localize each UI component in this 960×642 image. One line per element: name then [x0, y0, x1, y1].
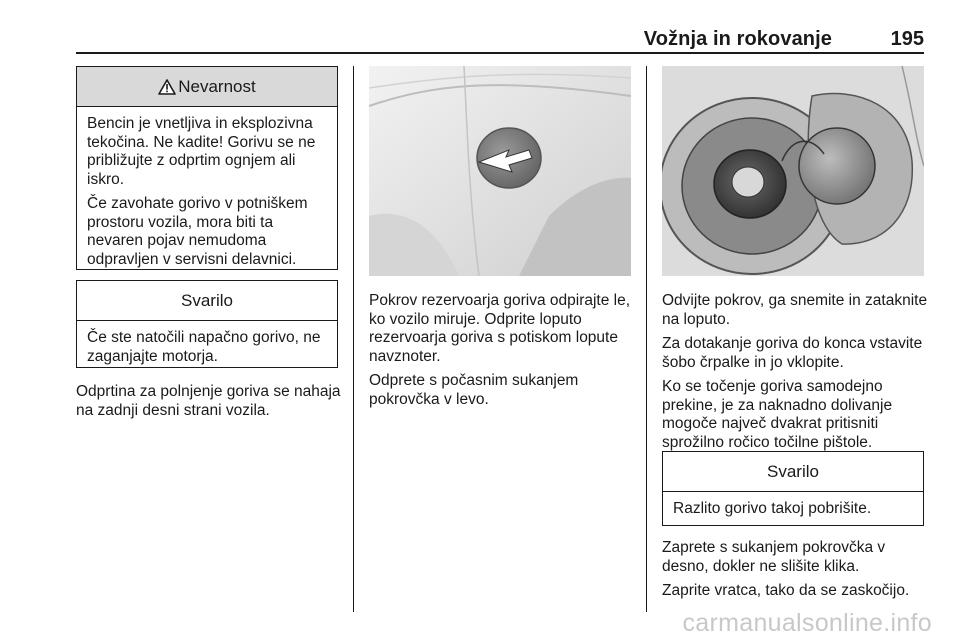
paragraph: Odvijte pokrov, ga snemite in zataknite na loputo.	[662, 292, 928, 328]
body-text	[662, 292, 932, 458]
danger-paragraph: Če zavohate gorivo v potniškem prostoru vozila, mora biti ta nevaren pojav nemudoma odpravljen v servisni delavnici.	[87, 195, 308, 268]
caution-box	[76, 280, 338, 368]
watermark: carmanualsonline.info	[682, 609, 932, 637]
caution-box-body	[77, 321, 337, 374]
figure-fuel-flap	[369, 66, 631, 276]
figure-fuel-cap	[662, 66, 924, 276]
section-title: Vožnja in rokovanje	[643, 28, 832, 50]
caution-text: Če ste natočili napačno gorivo, ne zaganjajte motorja.	[87, 329, 321, 365]
paragraph: Odprtina za polnjenje goriva se nahaja na zadnji desni strani vozila.	[76, 383, 341, 419]
paragraph: Zaprete s sukanjem pokrovčka v desno, dokler ne slišite klika.	[662, 539, 886, 575]
warning-icon	[158, 79, 176, 95]
danger-box-title: Nevarnost	[178, 76, 256, 96]
body-text	[369, 292, 635, 415]
caution-box	[662, 451, 924, 526]
danger-paragraph: Bencin je vnetljiva in eksplozivna tekočina. Ne kadite! Gorivu se ne približujte z odprtim ognjem ali iskro.	[87, 115, 316, 188]
paragraph: Pokrov rezervoarja goriva odpirajte le, ko vozilo miruje. Odprite loputo rezervoarja goriva s potiskom lopute navznoter.	[369, 292, 631, 365]
column-divider	[353, 66, 354, 612]
paragraph: Ko se točenje goriva samodejno prekine, je za naknadno dolivanje mogoče največ dvakrat pritisniti sprožilno ročico točilne pištole.	[662, 378, 893, 451]
danger-box-header	[77, 67, 337, 107]
caution-box-title: Svarilo	[767, 461, 819, 481]
paragraph: Za dotakanje goriva do konca vstavite šobo črpalke in jo vklopite.	[662, 335, 923, 371]
caution-box-header	[77, 281, 337, 321]
paragraph: Zaprite vratca, tako da se zaskočijo.	[662, 582, 910, 599]
caution-box-header	[663, 452, 923, 492]
column-divider	[646, 66, 647, 612]
page-number: 195	[890, 28, 924, 50]
fuel-cap-illustration	[662, 66, 924, 276]
paragraph: Odprete s počasnim sukanjem pokrovčka v levo.	[369, 372, 579, 408]
danger-box	[76, 66, 338, 270]
body-text	[76, 383, 344, 426]
danger-box-body	[77, 107, 337, 277]
caution-box-title: Svarilo	[181, 290, 233, 310]
caution-text: Razlito gorivo takoj pobrišite.	[673, 500, 872, 517]
fuel-flap-illustration	[369, 66, 631, 276]
caution-box-body	[663, 492, 923, 527]
body-text	[662, 539, 932, 607]
header-rule	[76, 52, 924, 54]
